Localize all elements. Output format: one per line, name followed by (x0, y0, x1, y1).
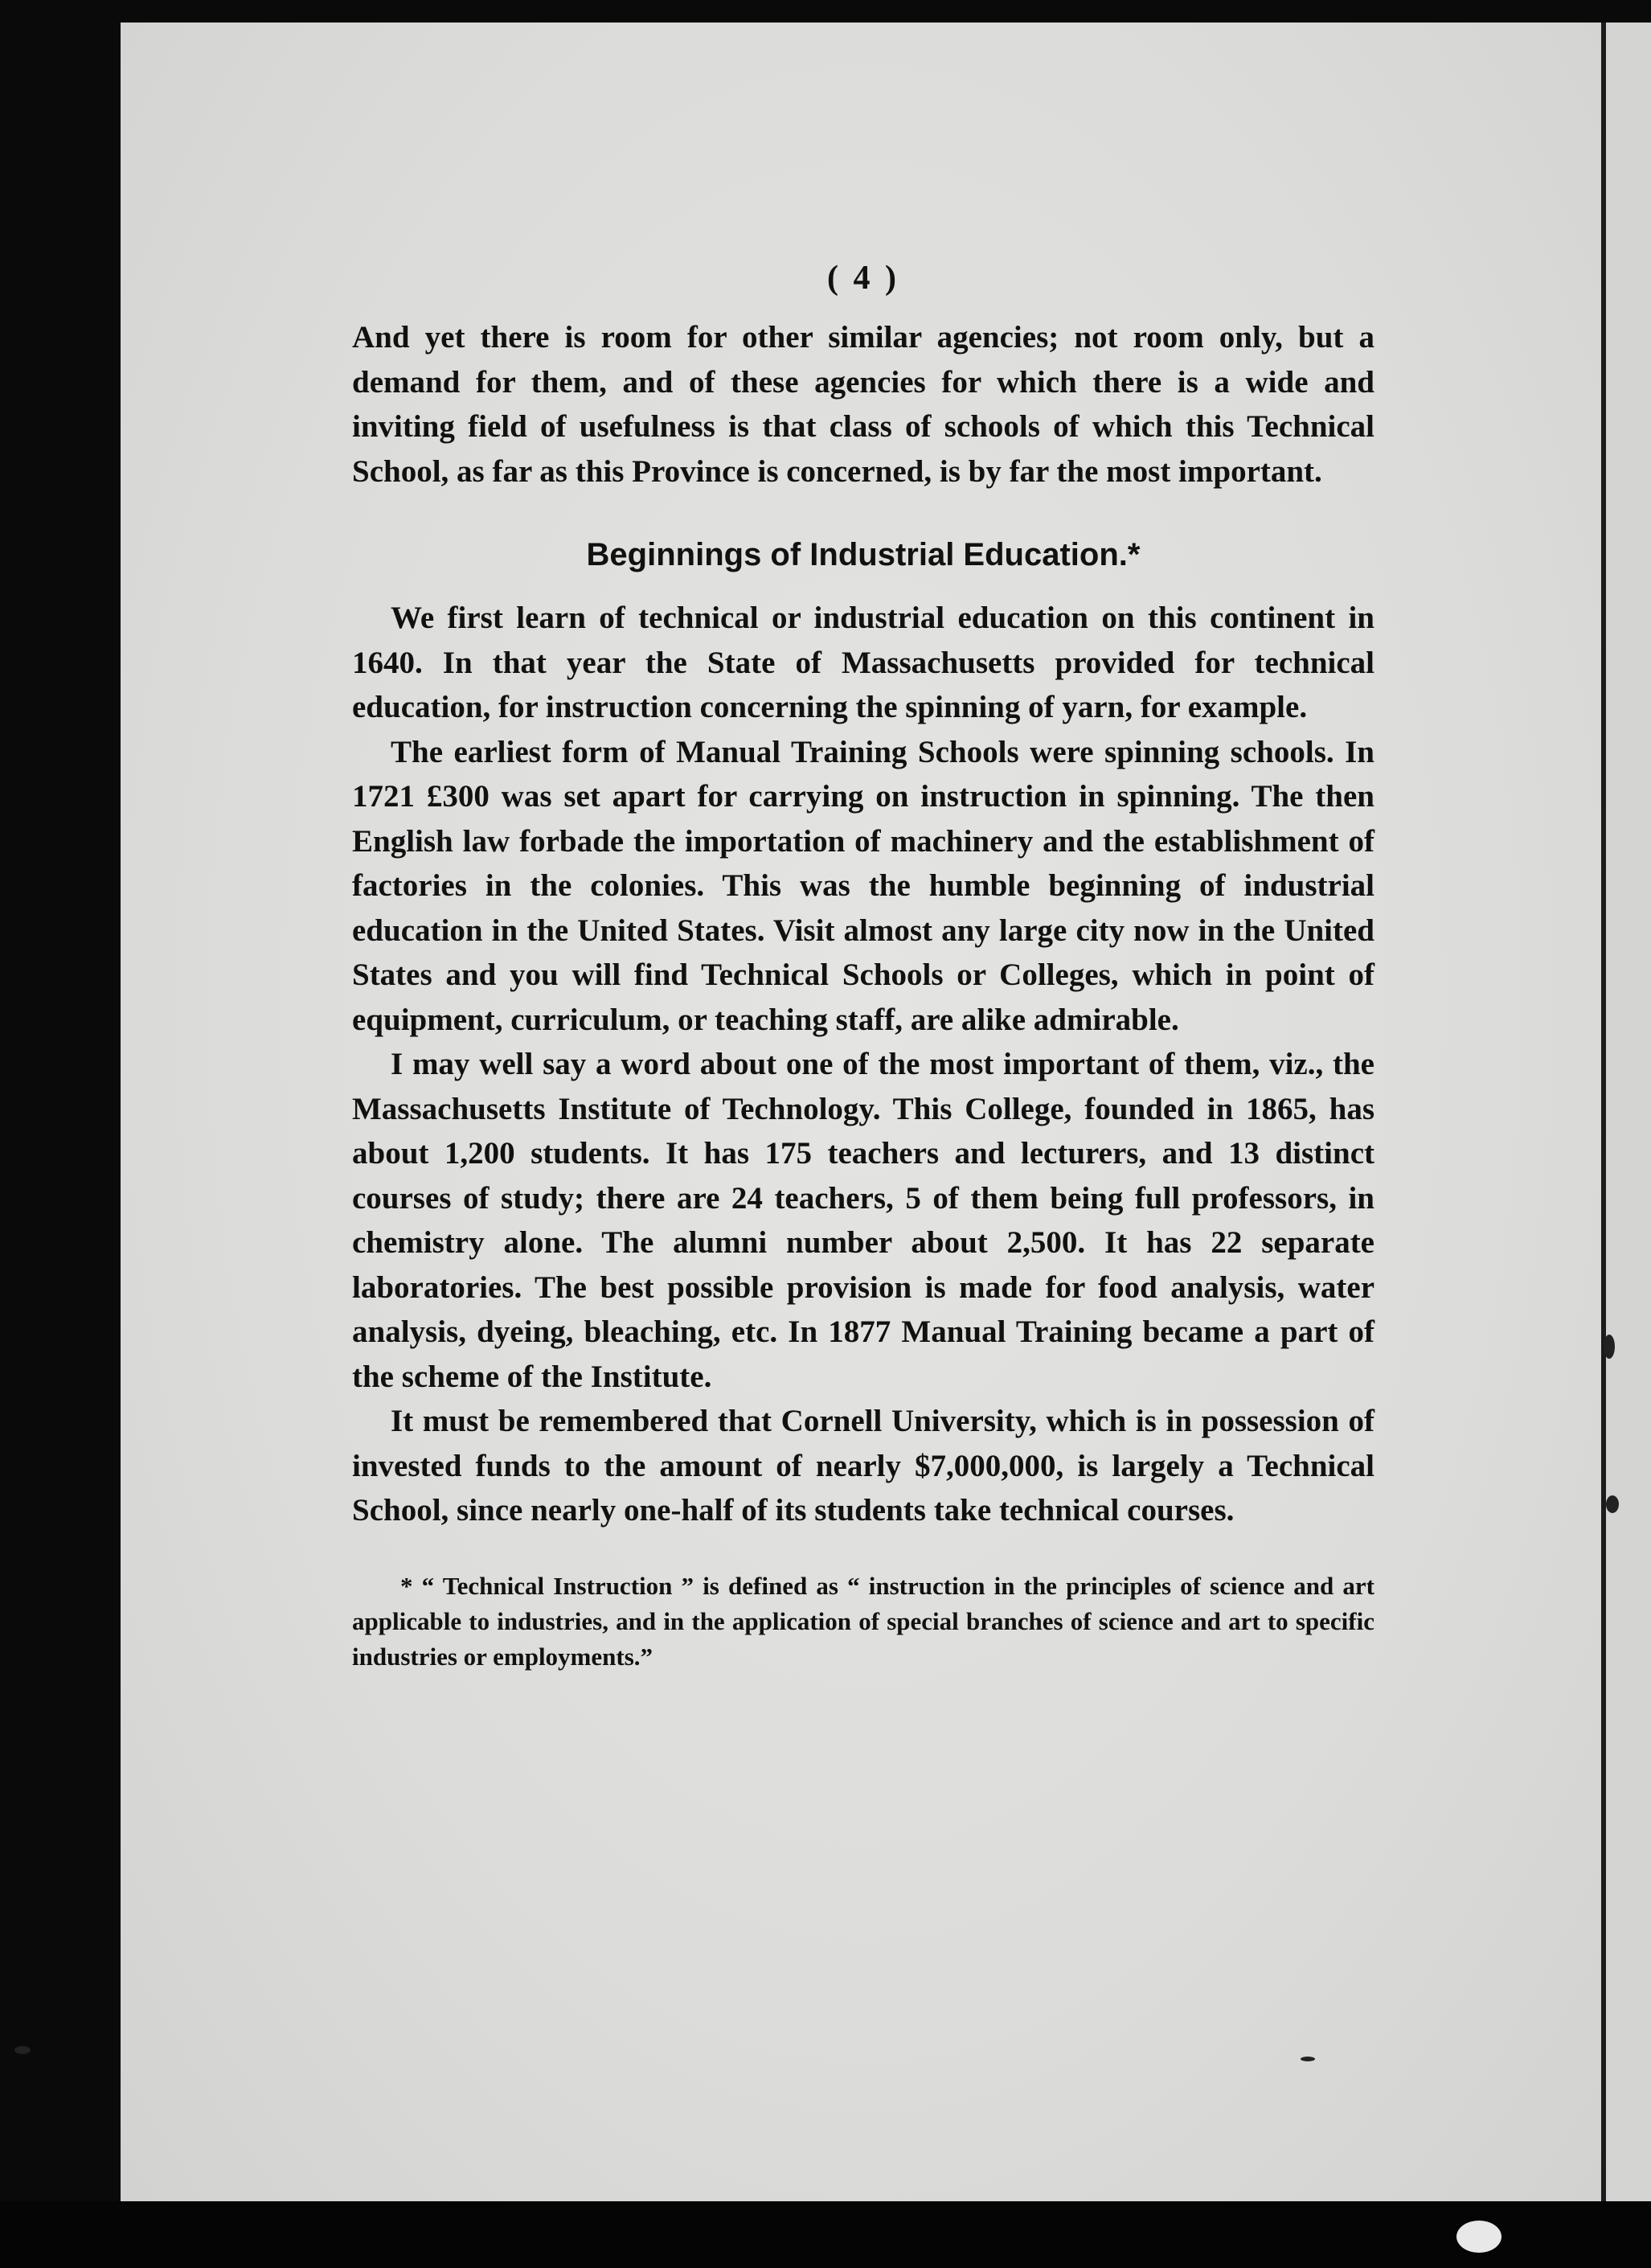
scan-speck (1604, 1335, 1615, 1359)
page-number: ( 4 ) (827, 260, 899, 297)
adjacent-page-strip (1606, 23, 1651, 2209)
section-heading: Beginnings of Industrial Education.* (586, 537, 1141, 572)
scan-bottom-margin (0, 2201, 1651, 2268)
scan-speck (1456, 2221, 1501, 2253)
page-text (352, 259, 1374, 1675)
body-paragraph: It must be remembered that Cornell University, which is in possession of invested funds to the amount of nearly $7,000,000, is largely a Technical School, since nearly one-half of its students take technical courses. (352, 1404, 1374, 1528)
scan-speck (14, 2046, 31, 2054)
body-paragraph: We first learn of technical or industrial education on this continent in 1640. In that year the State of Massachusetts provided for technical education, for instruction concerning the spinning of yarn, for example. (352, 601, 1374, 724)
body-paragraph: I may well say a word about one of the most important of them, viz., the Massachusetts Institute of Technology. This College, founded in 1865, has about 1,200 students. It has 175 teachers and lecturers, and 13 distinct courses of study; there are 24 teachers, 5 of them being full professors, in chemistry alone. The alumni number about 2,500. It has 22 separate laboratories. The best possible provision is made for food analysis, water analysis, dyeing, bleaching, etc. In 1877 Manual Training became a part of the scheme of the Institute. (352, 1047, 1374, 1394)
scan-speck (1301, 2057, 1315, 2061)
scan-speck (1606, 1495, 1619, 1513)
body-paragraph: The earliest form of Manual Training Schools were spinning schools. In 1721 £300 was set apart for carrying on instruction in spinning. The then English law forbade the importation of machinery and the establishment of factories in the colonies. This was the humble beginning of industrial education in the United States. Visit almost any large city now in the United States and you will find Technical Schools or Colleges, which in point of equipment, curriculum, or teaching staff, are alike admirable. (352, 734, 1374, 1037)
intro-paragraph: And yet there is room for other similar agencies; not room only, but a demand for them, and of these agencies for which there is a wide and inviting field of usefulness is that class of schools of which this Technical School, as far as this Province is concerned, is by far the most important. (352, 320, 1374, 489)
footnote: * “ Technical Instruction ” is defined as “ instruction in the principles of science and art applicable to industries, and in the application of special branches of science and art to specific industries or employments.” (352, 1571, 1374, 1671)
